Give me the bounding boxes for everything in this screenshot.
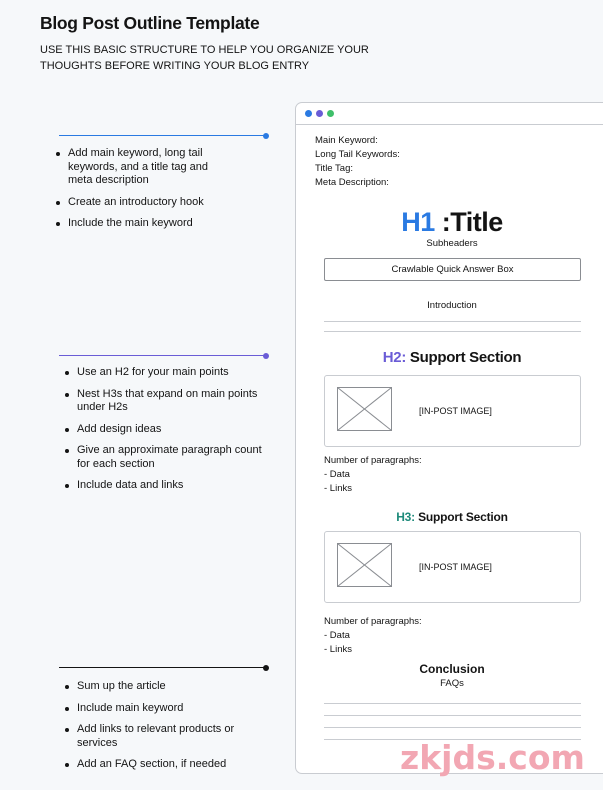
watermark-text: zkjds.com	[400, 738, 585, 777]
guidance-list-conclusion	[63, 680, 253, 780]
image-placeholder-icon	[337, 543, 392, 587]
list-item: Add links to relevant products or services	[63, 723, 253, 750]
h2-tag: H2:	[382, 349, 407, 366]
list-item: Add an FAQ section, if needed	[63, 758, 253, 772]
connector-dot	[263, 665, 269, 671]
image-placeholder-icon	[337, 387, 392, 431]
h1-separator: :	[441, 207, 451, 237]
h1-heading	[296, 207, 603, 237]
page-subtitle: USE THIS BASIC STRUCTURE TO HELP YOU ORGANIZE YOUR THOUGHTS BEFORE WRITING YOUR BLOG ENTRY	[40, 44, 369, 72]
list-item: Use an H2 for your main points	[63, 366, 273, 380]
paragraph-count-label: Number of paragraphs:	[324, 616, 422, 627]
paragraph-item-links: - Links	[324, 483, 352, 494]
paragraph-item-data: - Data	[324, 469, 350, 480]
meta-main-keyword: Main Keyword:	[315, 135, 378, 146]
subheaders-label: Subheaders	[426, 238, 478, 249]
h1-text: Title	[450, 207, 503, 237]
faqs-label: FAQs	[440, 678, 464, 689]
guidance-list-intro	[54, 147, 229, 239]
list-item: Add design ideas	[63, 423, 273, 437]
paragraph-item-links: - Links	[324, 644, 352, 655]
divider	[324, 715, 581, 716]
image-placeholder-box	[324, 375, 581, 447]
image-caption: [IN-POST IMAGE]	[419, 562, 492, 572]
list-item: Include main keyword	[63, 702, 253, 716]
list-item: Add main keyword, long tail keywords, and a title tag and meta description	[54, 147, 229, 188]
paragraph-item-data: - Data	[324, 630, 350, 641]
paragraph-count-label: Number of paragraphs:	[324, 455, 422, 466]
paragraph-count	[324, 454, 422, 496]
meta-description: Meta Description:	[315, 177, 389, 188]
connector-line-conclusion	[59, 667, 266, 668]
h1-tag: H1	[401, 207, 435, 237]
h3-text: Support Section	[418, 510, 508, 524]
image-caption: [IN-POST IMAGE]	[419, 406, 492, 416]
page-title: Blog Post Outline Template	[40, 13, 260, 33]
guidance-list-body	[63, 366, 273, 501]
divider	[324, 321, 581, 322]
list-item: Give an approximate paragraph count for each section	[63, 444, 273, 471]
window-dot-purple	[316, 110, 323, 117]
window-dot-green	[327, 110, 334, 117]
paragraph-count	[324, 615, 422, 657]
list-item: Create an introductory hook	[54, 196, 229, 210]
divider	[324, 727, 581, 728]
meta-long-tail-keywords: Long Tail Keywords:	[315, 149, 400, 160]
connector-line-keywords	[59, 135, 266, 136]
conclusion-heading: Conclusion	[419, 662, 485, 676]
divider	[324, 703, 581, 704]
meta-title-tag: Title Tag:	[315, 163, 354, 174]
connector-dot	[263, 133, 269, 139]
meta-fields	[315, 134, 400, 190]
window-dot-blue	[305, 110, 312, 117]
introduction-label: Introduction	[427, 300, 477, 311]
divider	[324, 331, 581, 332]
h3-heading	[296, 510, 603, 524]
list-item: Sum up the article	[63, 680, 253, 694]
conclusion-block	[296, 662, 603, 689]
connector-dot	[263, 353, 269, 359]
h2-text: Support Section	[409, 349, 522, 366]
h1-block	[296, 207, 603, 249]
list-item: Nest H3s that expand on main points under H2s	[63, 388, 273, 415]
connector-line-body	[59, 355, 266, 356]
template-window	[295, 102, 603, 774]
list-item: Include the main keyword	[54, 217, 229, 231]
h3-tag: H3:	[396, 510, 415, 524]
image-placeholder-box	[324, 531, 581, 603]
window-title-bar	[296, 103, 603, 125]
quick-answer-box: Crawlable Quick Answer Box	[324, 258, 581, 281]
h2-heading	[296, 349, 603, 366]
list-item: Include data and links	[63, 479, 273, 493]
